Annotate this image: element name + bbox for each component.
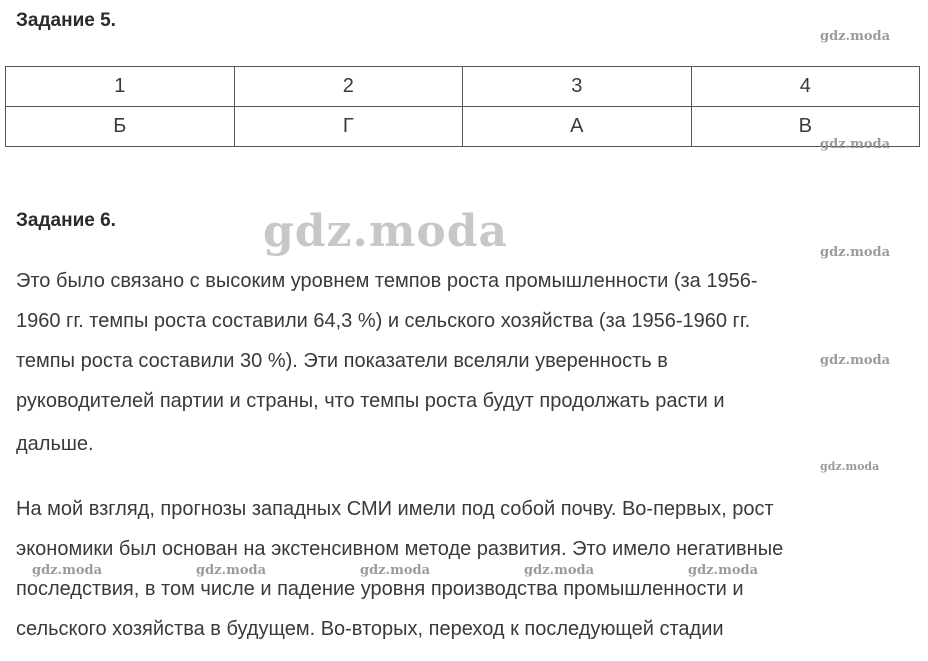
watermark: gdz.moda xyxy=(820,353,891,368)
answers-table xyxy=(5,66,920,147)
table-header-row xyxy=(6,67,920,107)
text-line: 1960 гг. темпы роста составили 64,3 %) и сельского хозяйства (за 1956-1960 гг. xyxy=(16,310,751,332)
task5-heading: Задание 5. xyxy=(16,10,116,31)
text-line: последствия, в том числе и падение уровня производства промышленности и xyxy=(16,578,744,600)
task6-paragraph-1 xyxy=(16,261,911,468)
task6-heading: Задание 6. xyxy=(16,210,116,231)
table-cell-header-1: 1 xyxy=(6,67,235,107)
table-cell-answer-3: А xyxy=(463,107,692,147)
table-cell-answer-4: В xyxy=(691,107,920,147)
text-line: темпы роста составили 30 %). Эти показатели вселяли уверенность в xyxy=(16,350,668,372)
text-line: экономики был основан на экстенсивном методе развития. Это имело негативные xyxy=(16,538,784,560)
watermark: gdz.moda xyxy=(820,245,891,260)
text-line: дальше. xyxy=(16,433,94,455)
watermark: gdz.moda xyxy=(820,29,891,44)
table-cell-header-3: 3 xyxy=(463,67,692,107)
text-line: сельского хозяйства в будущем. Во-вторых, переход к последующей стадии xyxy=(16,618,724,640)
watermark: gdz.moda xyxy=(32,563,103,578)
table-cell-answer-1: Б xyxy=(6,107,235,147)
watermark: gdz.moda xyxy=(820,460,880,473)
text-line: руководителей партии и страны, что темпы роста будут продолжать расти и xyxy=(16,390,725,412)
watermark: gdz.moda xyxy=(524,563,595,578)
table-cell-header-4: 4 xyxy=(691,67,920,107)
watermark: gdz.moda xyxy=(360,563,431,578)
watermark-large: gdz.moda xyxy=(263,206,509,257)
watermark: gdz.moda xyxy=(820,137,891,152)
table-cell-answer-2: Г xyxy=(234,107,463,147)
table-answer-row xyxy=(6,107,920,147)
watermark: gdz.moda xyxy=(688,563,759,578)
watermark: gdz.moda xyxy=(196,563,267,578)
text-line: На мой взгляд, прогнозы западных СМИ имели под собой почву. Во-первых, рост xyxy=(16,498,774,520)
text-line: Это было связано с высоким уровнем темпов роста промышленности (за 1956- xyxy=(16,270,758,292)
watermark-row xyxy=(0,563,928,583)
table-cell-header-2: 2 xyxy=(234,67,463,107)
